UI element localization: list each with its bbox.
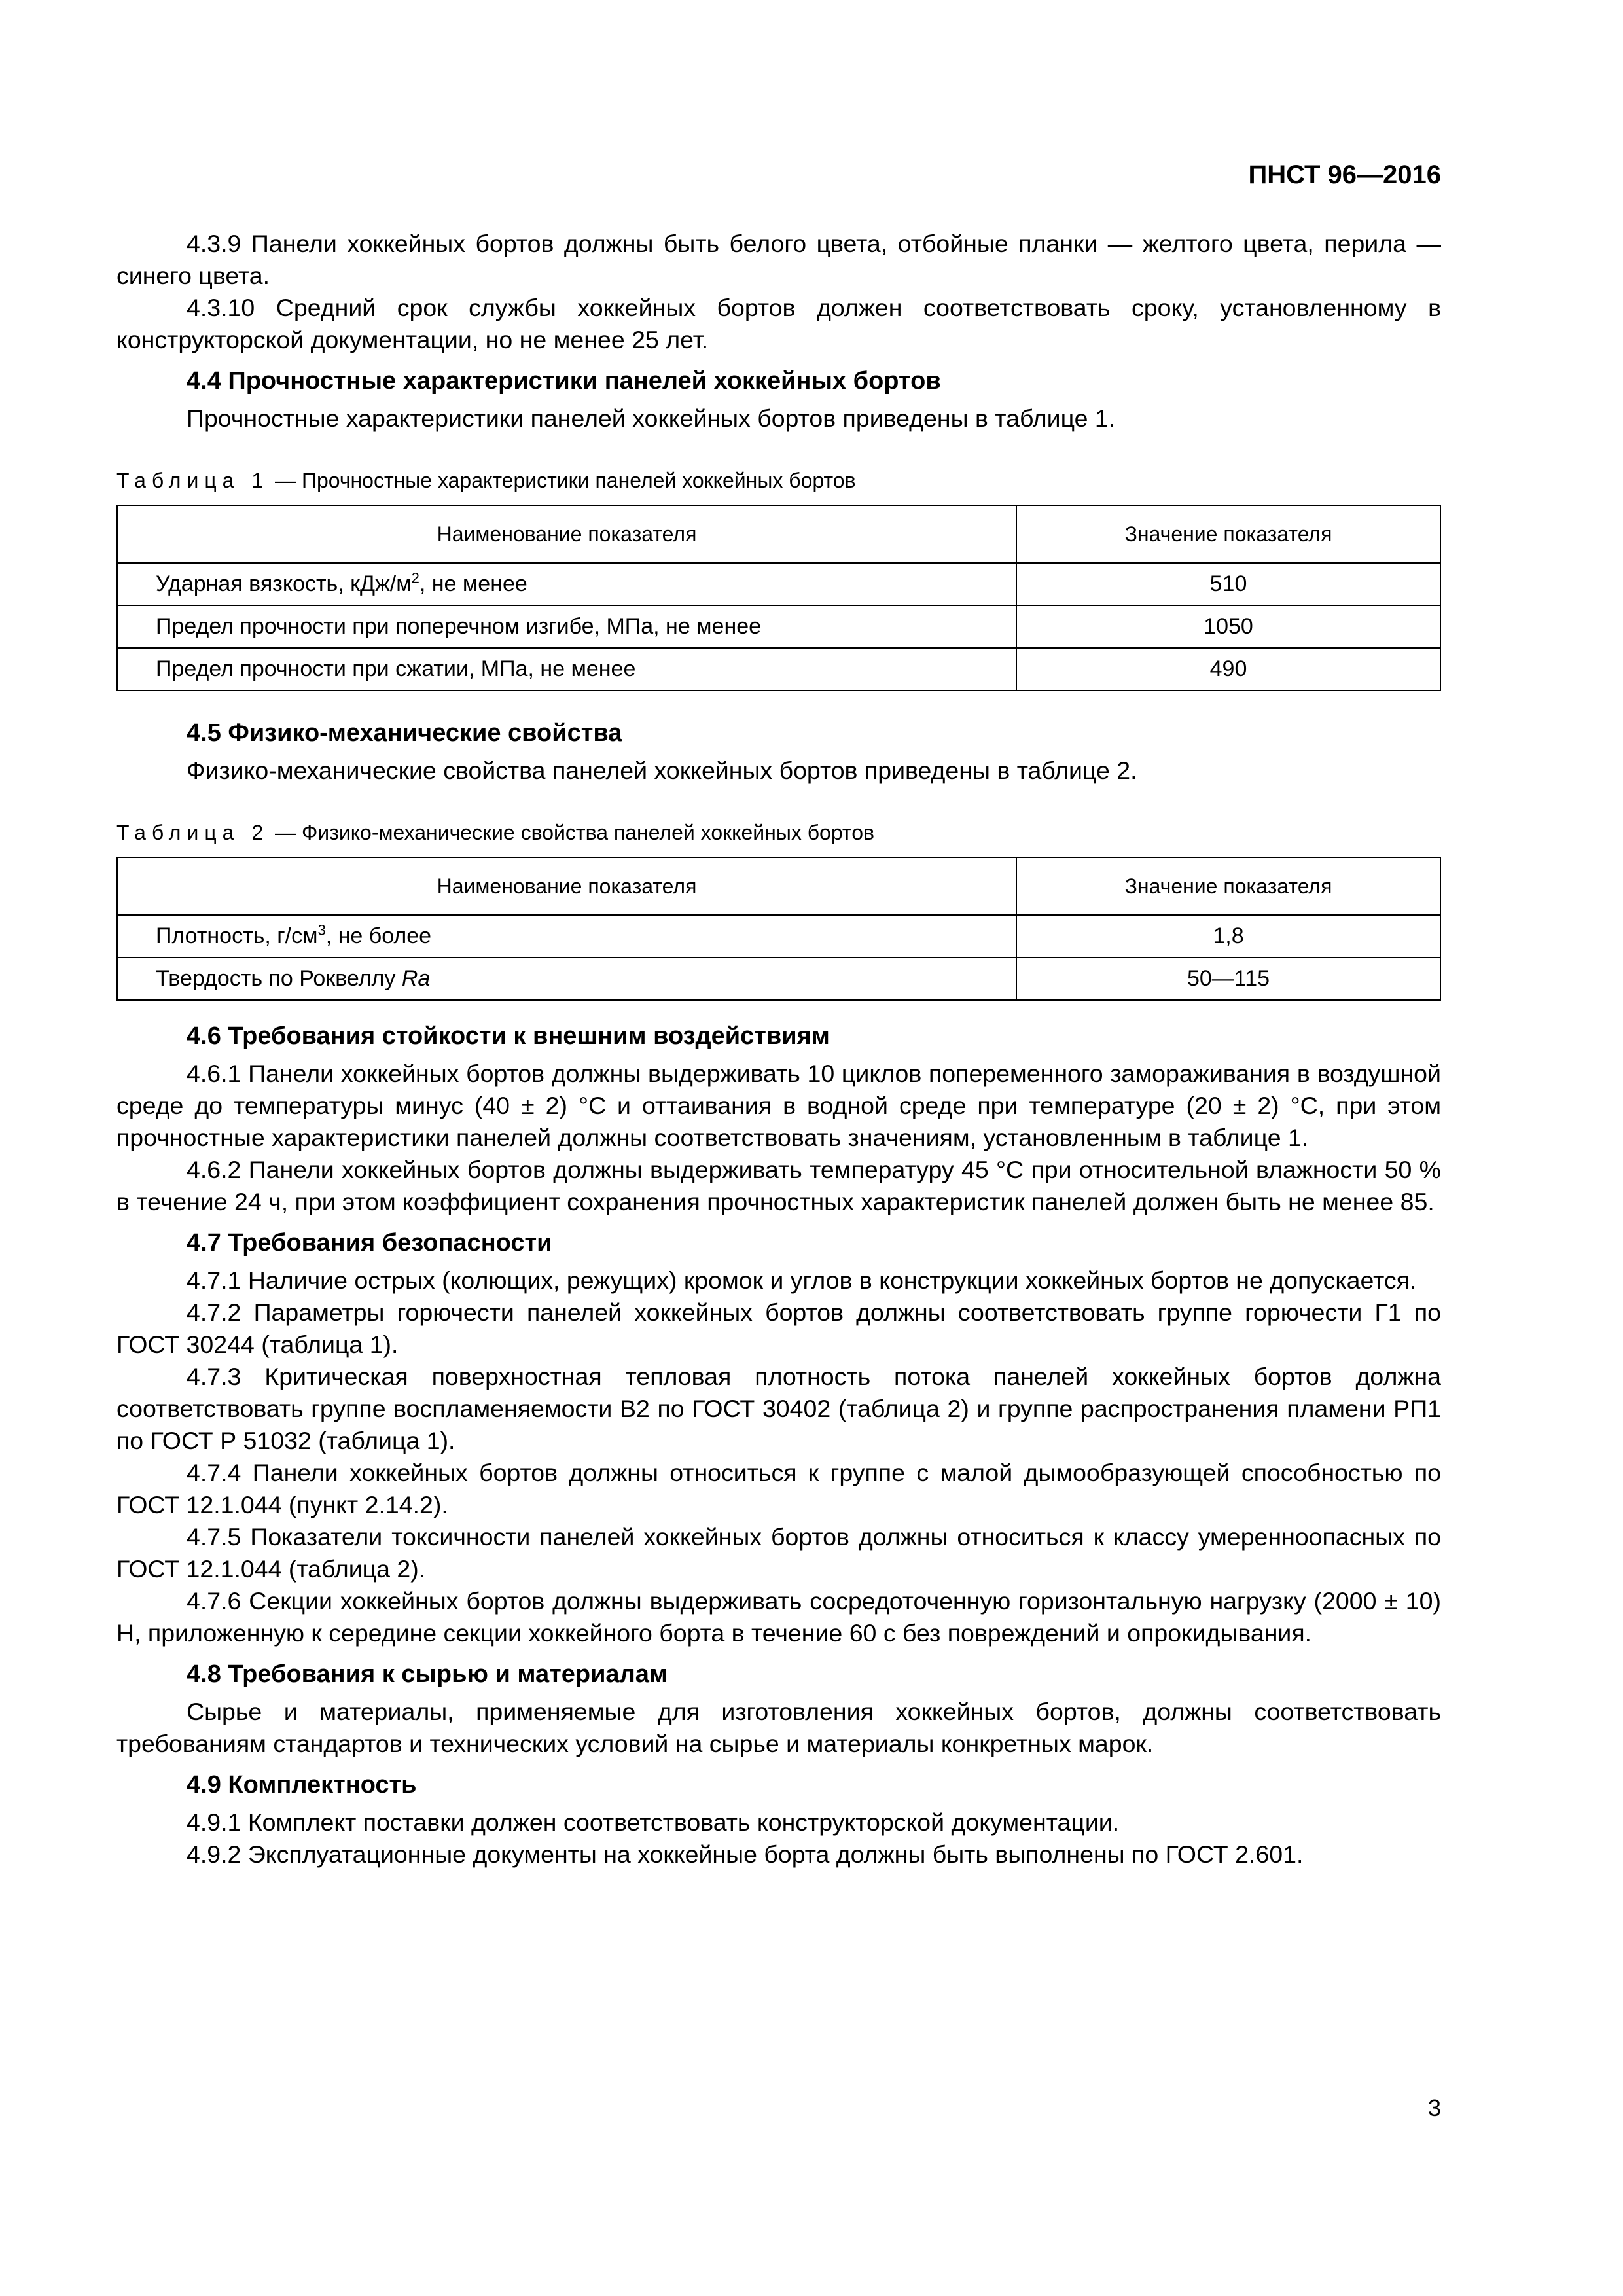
document-id: ПНСТ 96—2016 bbox=[1248, 160, 1441, 189]
paragraph-4-6-2: 4.6.2 Панели хоккейных бортов должны выдерживать температуру 45 °С при относительной влажности 50 % в течение 24 ч, при этом коэффициент сохранения прочностных характеристик панелей должен быть не менее 85. bbox=[116, 1156, 1441, 1215]
paragraph-4-7-5: 4.7.5 Показатели токсичности панелей хоккейных бортов должны относиться к классу умеренноопасных по ГОСТ 12.1.044 (таблица 2). bbox=[116, 1523, 1441, 1583]
paragraph-4-3-9: 4.3.9 Панели хоккейных бортов должны быть белого цвета, отбойные планки — желтого цвета, перила — синего цвета. bbox=[116, 230, 1441, 289]
table-2-label: Таблица 2 bbox=[116, 821, 270, 844]
table-row bbox=[117, 915, 1440, 958]
paragraph-4-6-1: 4.6.1 Панели хоккейных бортов должны выдерживать 10 циклов попеременного замораживания в воздушной среде до температуры минус (40 ± 2) °С и оттаивания в водной среде при температуре (20 ± 2) °С, при этом прочностные характеристики панелей должны соответствовать значениям, установленным в таблице 1. bbox=[116, 1060, 1441, 1151]
paragraph-4-8: Сырье и материалы, применяемые для изготовления хоккейных бортов, должны соответствовать требованиям стандартов и технических условий на сырье и материалы конкретных марок. bbox=[116, 1698, 1441, 1757]
paragraph-4-3-10: 4.3.10 Средний срок службы хоккейных бортов должен соответствовать сроку, установленному в конструкторской документации, но не менее 25 лет. bbox=[116, 294, 1441, 353]
heading-4-8: 4.8 Требования к сырью и материалам bbox=[187, 1660, 668, 1688]
paragraph-4-4-intro: Прочностные характеристики панелей хоккейных бортов приведены в таблице 1. bbox=[187, 404, 1116, 432]
paragraph-4-7-4: 4.7.4 Панели хоккейных бортов должны относиться к группе с малой дымообразующей способностью по ГОСТ 12.1.044 (пункт 2.14.2). bbox=[116, 1459, 1441, 1518]
column-header-value: Значение показателя bbox=[1016, 857, 1440, 915]
table-row bbox=[117, 605, 1440, 648]
row-name: Предел прочности при сжатии, МПа, не менее bbox=[117, 648, 1016, 691]
paragraph-4-7-3: 4.7.3 Критическая поверхностная тепловая плотность потока панелей хоккейных бортов должна соответствовать группе воспламеняемости В2 по ГОСТ 30402 (таблица 2) и группе распространения пламени РП1 по ГОСТ Р 51032 (таблица 1). bbox=[116, 1363, 1441, 1454]
row-name: Плотность, $г/см^3$, не более bbox=[117, 915, 1016, 958]
row-value: 1050 bbox=[1016, 605, 1440, 648]
paragraph-4-9-1: 4.9.1 Комплект поставки должен соответствовать конструкторской документации. bbox=[187, 1808, 1120, 1836]
table-1 bbox=[116, 505, 1441, 691]
column-header-name: Наименование показателя bbox=[117, 505, 1016, 563]
heading-4-9: 4.9 Комплектность bbox=[187, 1771, 417, 1799]
row-name: Ударная вязкость, кДж/$м^2$, не менее bbox=[117, 563, 1016, 605]
paragraph-4-7-6: 4.7.6 Секции хоккейных бортов должны выдерживать сосредоточенную горизонтальную нагрузку (2000 ± 10) Н, приложенную к середине секции хоккейного борта в течение 60 с без повреждений и опрокидывания. bbox=[116, 1587, 1441, 1647]
table-row bbox=[117, 648, 1440, 691]
paragraph-4-5-intro: Физико-механические свойства панелей хоккейных бортов приведены в таблице 2. bbox=[187, 757, 1137, 784]
column-header-value: Значение показателя bbox=[1016, 505, 1440, 563]
row-value: 50—115 bbox=[1016, 958, 1440, 1000]
heading-4-5: 4.5 Физико-механические свойства bbox=[187, 719, 622, 747]
page-content bbox=[116, 228, 1441, 1871]
table-1-title: — Прочностные характеристики панелей хоккейных бортов bbox=[275, 469, 856, 492]
page-number: 3 bbox=[1427, 2094, 1441, 2121]
table-header-row bbox=[117, 505, 1440, 563]
table-1-label: Таблица 1 bbox=[116, 469, 270, 492]
heading-4-6: 4.6 Требования стойкости к внешним воздействиям bbox=[187, 1022, 830, 1050]
table-2 bbox=[116, 857, 1441, 1001]
row-name: Твердость по Роквеллу Ra bbox=[117, 958, 1016, 1000]
table-2-caption bbox=[116, 817, 1441, 849]
table-2-title: — Физико-механические свойства панелей хоккейных бортов bbox=[275, 821, 875, 844]
heading-4-7: 4.7 Требования безопасности bbox=[187, 1229, 552, 1257]
table-header-row bbox=[117, 857, 1440, 915]
table-1-caption bbox=[116, 465, 1441, 497]
row-value: 490 bbox=[1016, 648, 1440, 691]
row-value: 510 bbox=[1016, 563, 1440, 605]
row-value: 1,8 bbox=[1016, 915, 1440, 958]
row-name: Предел прочности при поперечном изгибе, МПа, не менее bbox=[117, 605, 1016, 648]
table-row bbox=[117, 563, 1440, 605]
paragraph-4-7-2: 4.7.2 Параметры горючести панелей хоккейных бортов должны соответствовать группе горючести Г1 по ГОСТ 30244 (таблица 1). bbox=[116, 1299, 1441, 1358]
paragraph-4-7-1: 4.7.1 Наличие острых (колющих, режущих) кромок и углов в конструкции хоккейных бортов не допускается. bbox=[187, 1266, 1417, 1294]
paragraph-4-9-2: 4.9.2 Эксплуатационные документы на хоккейные борта должны быть выполнены по ГОСТ 2.601. bbox=[187, 1840, 1304, 1868]
table-row bbox=[117, 958, 1440, 1000]
heading-4-4: 4.4 Прочностные характеристики панелей хоккейных бортов bbox=[187, 367, 941, 395]
column-header-name: Наименование показателя bbox=[117, 857, 1016, 915]
